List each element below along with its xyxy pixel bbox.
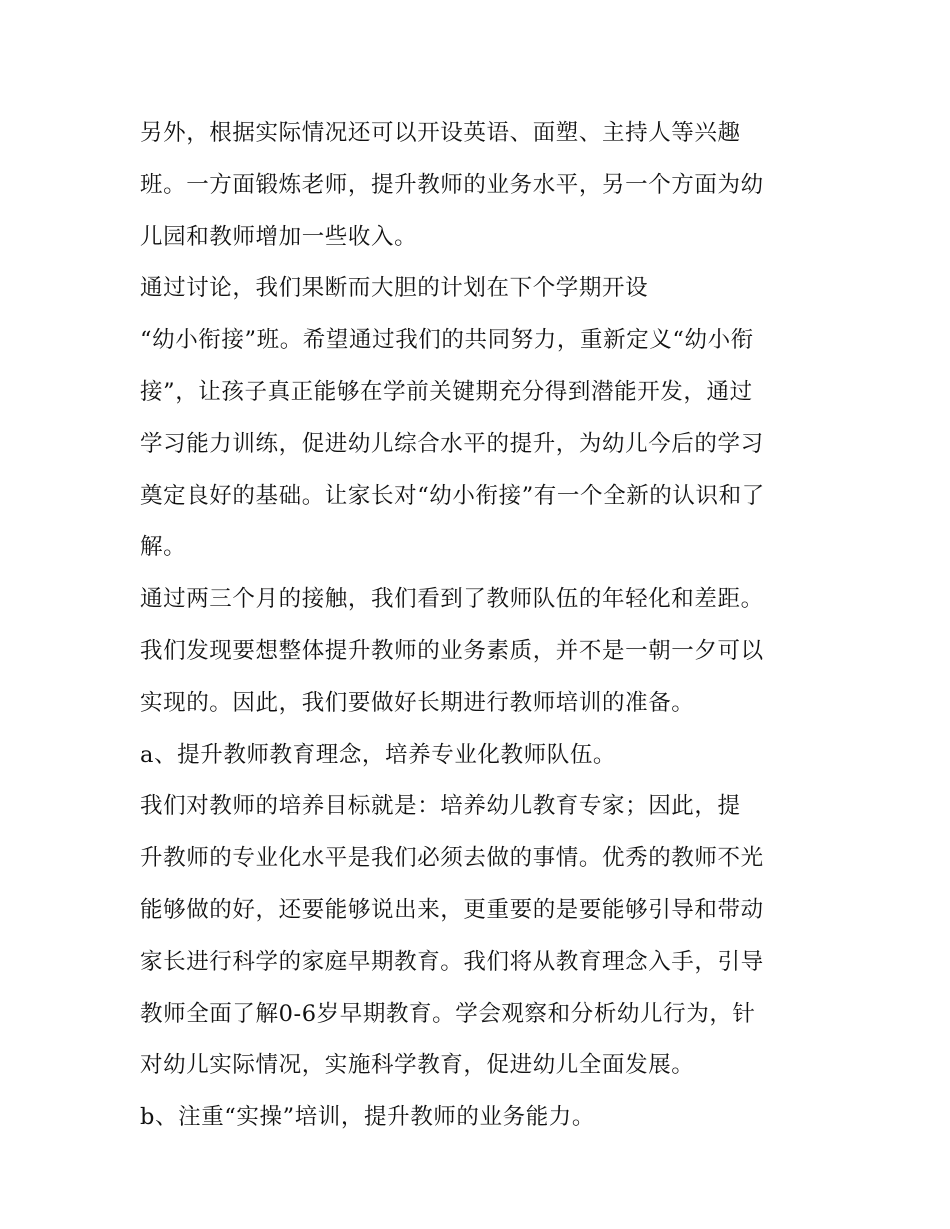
text-line: 奠定良好的基础。让家长对“幼小衔接”有一个全新的认识和了: [140, 482, 765, 509]
text-line: 我们发现要想整体提升教师的业务素质，并不是一朝一夕可以: [140, 637, 764, 664]
text-line: 班。一方面锻炼老师，提升教师的业务水平，另一个方面为幼: [140, 171, 764, 198]
section-heading-a: a、提升教师教育理念，培养专业化教师队伍。: [140, 741, 617, 768]
text-line: 教师全面了解0-6岁早期教育。学会观察和分析幼儿行为，针: [140, 1000, 756, 1027]
text-line: 实现的。因此，我们要做好长期进行教师培训的准备。: [140, 689, 695, 716]
body-text: [140, 108, 820, 1144]
text-line: 儿园和教师增加一些收入。: [140, 223, 418, 250]
text-line: 升教师的专业化水平是我们必须去做的事情。优秀的教师不光: [140, 845, 764, 872]
text-line: 接”，让孩子真正能够在学前关键期充分得到潜能开发，通过: [140, 378, 753, 405]
text-line: 学习能力训练，促进幼儿综合水平的提升，为幼儿今后的学习: [140, 430, 764, 457]
section-heading-b: b、注重“实操”培训，提升教师的业务能力。: [140, 1104, 596, 1131]
text-line: 我们对教师的培养目标就是：培养幼儿教育专家；因此，提: [140, 793, 741, 820]
text-line: “幼小衔接”班。希望通过我们的共同努力，重新定义“幼小衔: [140, 327, 754, 354]
text-line: 另外，根据实际情况还可以开设英语、面塑、主持人等兴趣: [140, 120, 741, 146]
text-line: 通过讨论，我们果断而大胆的计划在下个学期开设: [140, 275, 649, 302]
text-line: 通过两三个月的接触，我们看到了教师队伍的年轻化和差距。: [140, 586, 764, 613]
text-line: 解。: [140, 534, 187, 561]
text-line: 家长进行科学的家庭早期教育。我们将从教育理念入手，引导: [140, 948, 764, 975]
text-line: 能够做的好，还要能够说出来，更重要的是要能够引导和带动: [140, 896, 764, 923]
text-line: 对幼儿实际情况，实施科学教育，促进幼儿全面发展。: [140, 1052, 695, 1079]
